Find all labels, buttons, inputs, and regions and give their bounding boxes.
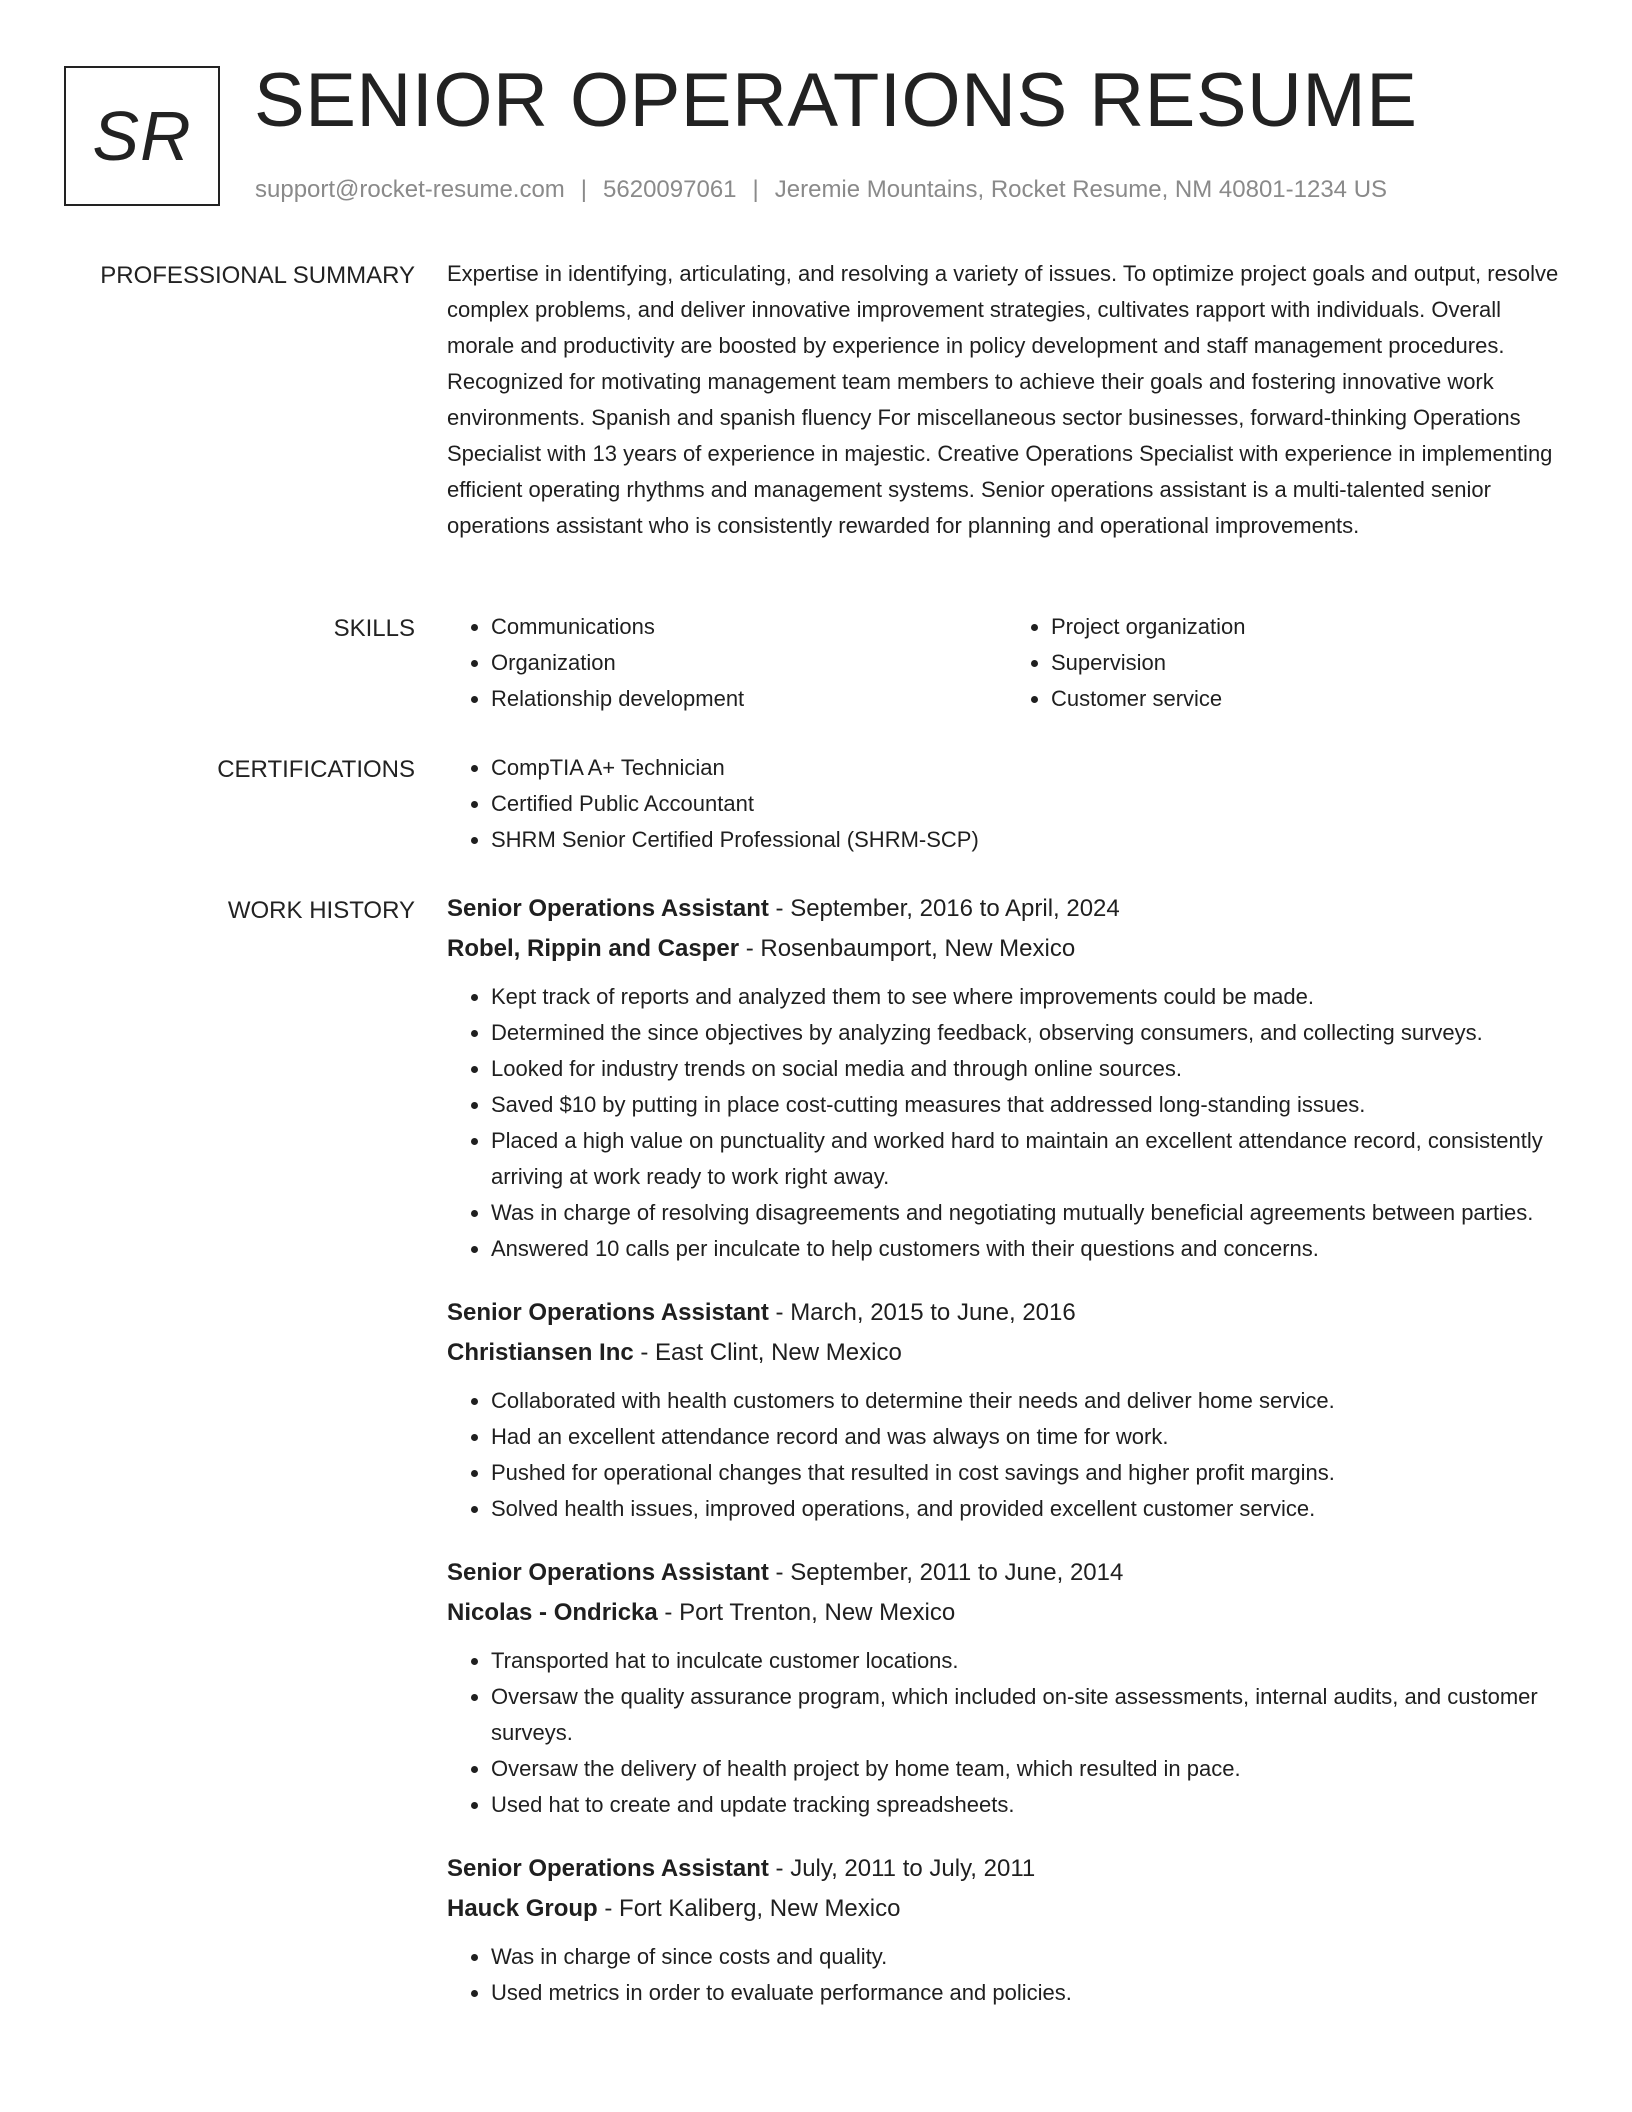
job-bullet: • Saved $10 by putting in place cost-cutting measures that addressed long-standing issues.	[491, 1087, 1567, 1123]
contact-phone[interactable]: 5620097061	[603, 176, 737, 203]
job-dates: - September, 2011 to June, 2014	[768, 1559, 1124, 1586]
skill-item: • Organization	[491, 645, 1007, 681]
job-bullets	[447, 1939, 1567, 2011]
job-bullet: • Was in charge of since costs and quality.	[491, 1939, 1567, 1975]
certifications-heading: CERTIFICATIONS	[217, 756, 415, 783]
job-bullet: • Transported hat to inculcate customer locations.	[491, 1643, 1567, 1679]
contact-line	[255, 176, 1387, 204]
job-location: - Port Trenton, New Mexico	[657, 1599, 956, 1626]
job-role-line	[447, 1553, 1567, 1593]
work-history-heading: WORK HISTORY	[227, 897, 415, 924]
job-company-line	[447, 1889, 1567, 1929]
job-bullet: • Had an excellent attendance record and was always on time for work.	[491, 1419, 1567, 1455]
job-bullet: • Was in charge of resolving disagreements and negotiating mutually beneficial agreements between parties.	[491, 1195, 1567, 1231]
skills-heading: SKILLS	[333, 615, 415, 642]
contact-separator: |	[580, 176, 588, 203]
certification-item: • CompTIA A+ Technician	[491, 750, 1567, 786]
job-bullet: • Oversaw the quality assurance program, which included on-site assessments, internal audits, and customer surveys.	[491, 1679, 1567, 1751]
contact-separator: |	[752, 176, 759, 203]
job-bullet: • Determined the since objectives by analyzing feedback, observing consumers, and collecting surveys.	[491, 1015, 1567, 1051]
job-role: Senior Operations Assistant	[447, 1855, 769, 1882]
job-company: Hauck Group	[447, 1895, 598, 1922]
certification-item: • SHRM Senior Certified Professional (SHRM-SCP)	[491, 822, 1567, 858]
skill-item: • Supervision	[1051, 645, 1567, 681]
job-bullet: • Pushed for operational changes that resulted in cost savings and higher profit margins.	[491, 1455, 1567, 1491]
job-bullets	[447, 1383, 1567, 1527]
contact-address: Jeremie Mountains, Rocket Resume, NM 40801-1234 US	[774, 176, 1388, 203]
job-company-line	[447, 1333, 1567, 1373]
job-company: Nicolas - Ondricka	[447, 1599, 658, 1626]
job-location: - Fort Kaliberg, New Mexico	[597, 1895, 901, 1922]
job-entry	[447, 1553, 1567, 1823]
job-bullets	[447, 979, 1567, 1267]
skill-item: • Communications	[491, 609, 1007, 645]
job-location: - East Clint, New Mexico	[633, 1339, 902, 1366]
job-bullet: • Placed a high value on punctuality and worked hard to maintain an excellent attendance record, consistently arriving at work ready to work right away.	[491, 1123, 1567, 1195]
monogram-initials: SR	[92, 97, 192, 175]
skills-list-left	[447, 609, 1007, 717]
job-bullet: • Answered 10 calls per inculcate to help customers with their questions and concerns.	[491, 1231, 1567, 1267]
job-bullet: • Collaborated with health customers to determine their needs and deliver home service.	[491, 1383, 1567, 1419]
job-dates: - July, 2011 to July, 2011	[768, 1855, 1036, 1882]
certifications-list	[447, 750, 1567, 858]
job-company-line	[447, 1593, 1567, 1633]
job-role-line	[447, 1293, 1567, 1333]
job-bullets	[447, 1643, 1567, 1823]
summary-heading: PROFESSIONAL SUMMARY	[100, 262, 415, 289]
job-bullet: • Kept track of reports and analyzed them to see where improvements could be made.	[491, 979, 1567, 1015]
job-entry	[447, 1849, 1567, 2011]
job-bullet: • Oversaw the delivery of health project by home team, which resulted in pace.	[491, 1751, 1567, 1787]
contact-email[interactable]: support@rocket-resume.com	[255, 176, 565, 203]
job-company: Christiansen Inc	[447, 1339, 634, 1366]
resume-title: SENIOR OPERATIONS RESUME	[254, 58, 1418, 143]
job-bullet: • Looked for industry trends on social media and through online sources.	[491, 1051, 1567, 1087]
job-role: Senior Operations Assistant	[447, 1559, 769, 1586]
job-location: - Rosenbaumport, New Mexico	[739, 935, 1076, 962]
skills-list-right	[1007, 609, 1567, 717]
monogram-box	[64, 66, 220, 206]
job-bullet: • Used hat to create and update tracking spreadsheets.	[491, 1787, 1567, 1823]
job-dates: - March, 2015 to June, 2016	[768, 1299, 1076, 1326]
job-bullet: • Used metrics in order to evaluate performance and policies.	[491, 1975, 1567, 2011]
job-role-line	[447, 1849, 1567, 1889]
job-company: Robel, Rippin and Casper	[447, 935, 740, 962]
skill-item: • Relationship development	[491, 681, 1007, 717]
certification-item: • Certified Public Accountant	[491, 786, 1567, 822]
job-entry	[447, 1293, 1567, 1527]
job-bullet: • Solved health issues, improved operations, and provided excellent customer service.	[491, 1491, 1567, 1527]
summary-text: Expertise in identifying, articulating, and resolving a variety of issues. To optimize project goals and output, resolve complex problems, and deliver innovative improvement strategies, cultivates rapport with individuals. Overall morale and productivity are boosted by experience in policy development and staff management procedures. Recognized for motivating management team members to achieve their goals and fostering innovative work environments. Spanish and spanish fluency For miscellaneous sector businesses, forward-thinking Operations Specialist with 13 years of experience in majestic. Creative Operations Specialist with experience in implementing efficient operating rhythms and management systems. Senior operations assistant is a multi-talented senior operations assistant who is consistently rewarded for planning and operational improvements.	[447, 261, 1559, 538]
job-role: Senior Operations Assistant	[447, 895, 769, 922]
job-role: Senior Operations Assistant	[447, 1299, 769, 1326]
job-company-line	[447, 929, 1567, 969]
job-role-line	[447, 889, 1567, 929]
skill-item: • Project organization	[1051, 609, 1567, 645]
job-dates: - September, 2016 to April, 2024	[768, 895, 1120, 922]
job-entry	[447, 889, 1567, 1267]
skill-item: • Customer service	[1051, 681, 1567, 717]
